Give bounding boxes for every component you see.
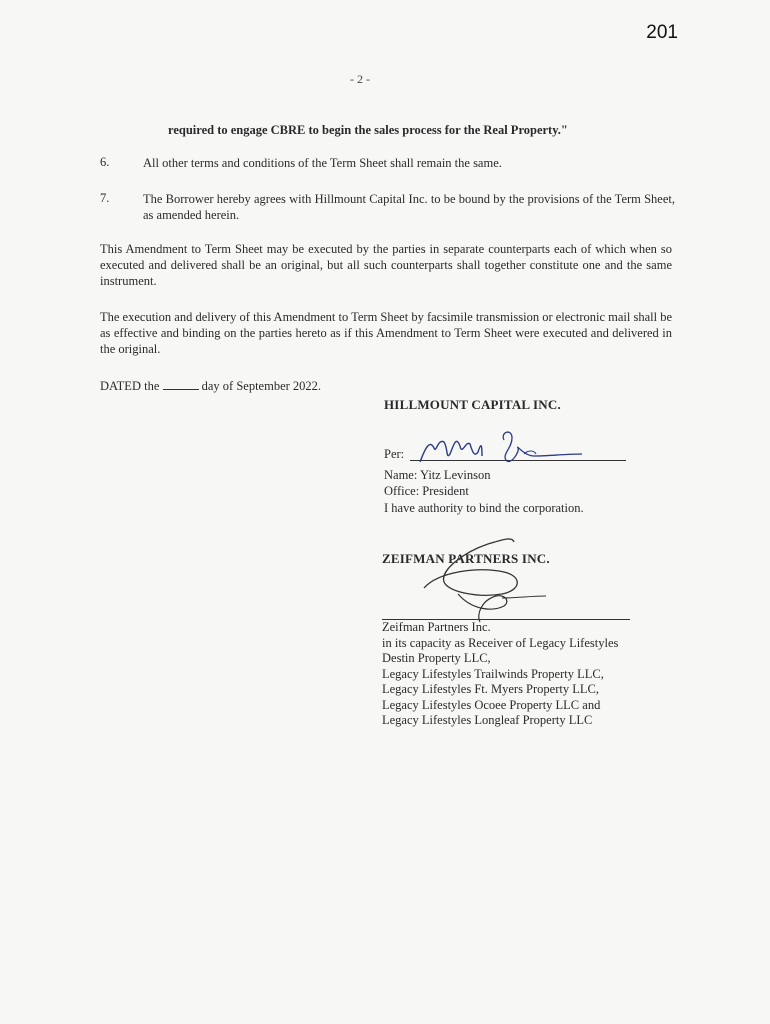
electronic-delivery-paragraph: The execution and delivery of this Amendment to Term Sheet by facsimile transmission or electronic mail shall be as effective and binding on the parties hereto as if this Amendment to Term Sheet were executed and delivered in the original. [100,310,673,356]
zeifman-line: Legacy Lifestyles Trailwinds Property LLC, [382,666,604,681]
zeifman-line: in its capacity as Receiver of Legacy Lifestyles [382,635,619,650]
item-text: All other terms and conditions of the Term Sheet shall remain the same. [143,156,502,170]
hillmount-signature-icon [416,426,586,468]
day-blank [163,379,199,390]
hillmount-company: HILLMOUNT CAPITAL INC. [384,397,561,412]
zeifman-line: Legacy Lifestyles Ocoee Property LLC and [382,697,601,712]
authority-statement: I have authority to bind the corporation. [384,501,584,515]
dated-prefix: DATED the [100,379,160,393]
heading-line: required to engage CBRE to begin the sales process for the Real Property." [168,123,568,137]
zeifman-company: ZEIFMAN PARTNERS INC. [382,551,550,566]
dated-line [100,378,321,394]
zeifman-line: Zeifman Partners Inc. [382,620,491,634]
counterparts-paragraph: This Amendment to Term Sheet may be executed by the parties in separate counterparts each of which when so executed and delivered shall be an original, but all such counterparts shall together constitute one and the same instrument. [100,242,672,288]
page-number: 201 [646,22,678,43]
signatory-name: Name: Yitz Levinson [384,468,491,482]
item-number: 7. [100,191,110,205]
item-text: The Borrower hereby agrees with Hillmount Capital Inc. to be bound by the provisions of the Term Sheet, as amended herein. [143,192,675,222]
item-number: 6. [100,155,110,169]
signatory-office: Office: President [384,484,469,498]
zeifman-details [382,620,618,729]
dated-suffix: day of September 2022. [201,379,322,393]
per-label: Per: [384,447,405,461]
sub-page-number: - 2 - [350,72,370,86]
zeifman-line: Destin Property LLC, [382,651,491,665]
zeifman-signature-icon [418,532,558,628]
zeifman-line: Legacy Lifestyles Ft. Myers Property LLC, [382,682,599,696]
zeifman-line: Legacy Lifestyles Longleaf Property LLC [382,713,593,727]
